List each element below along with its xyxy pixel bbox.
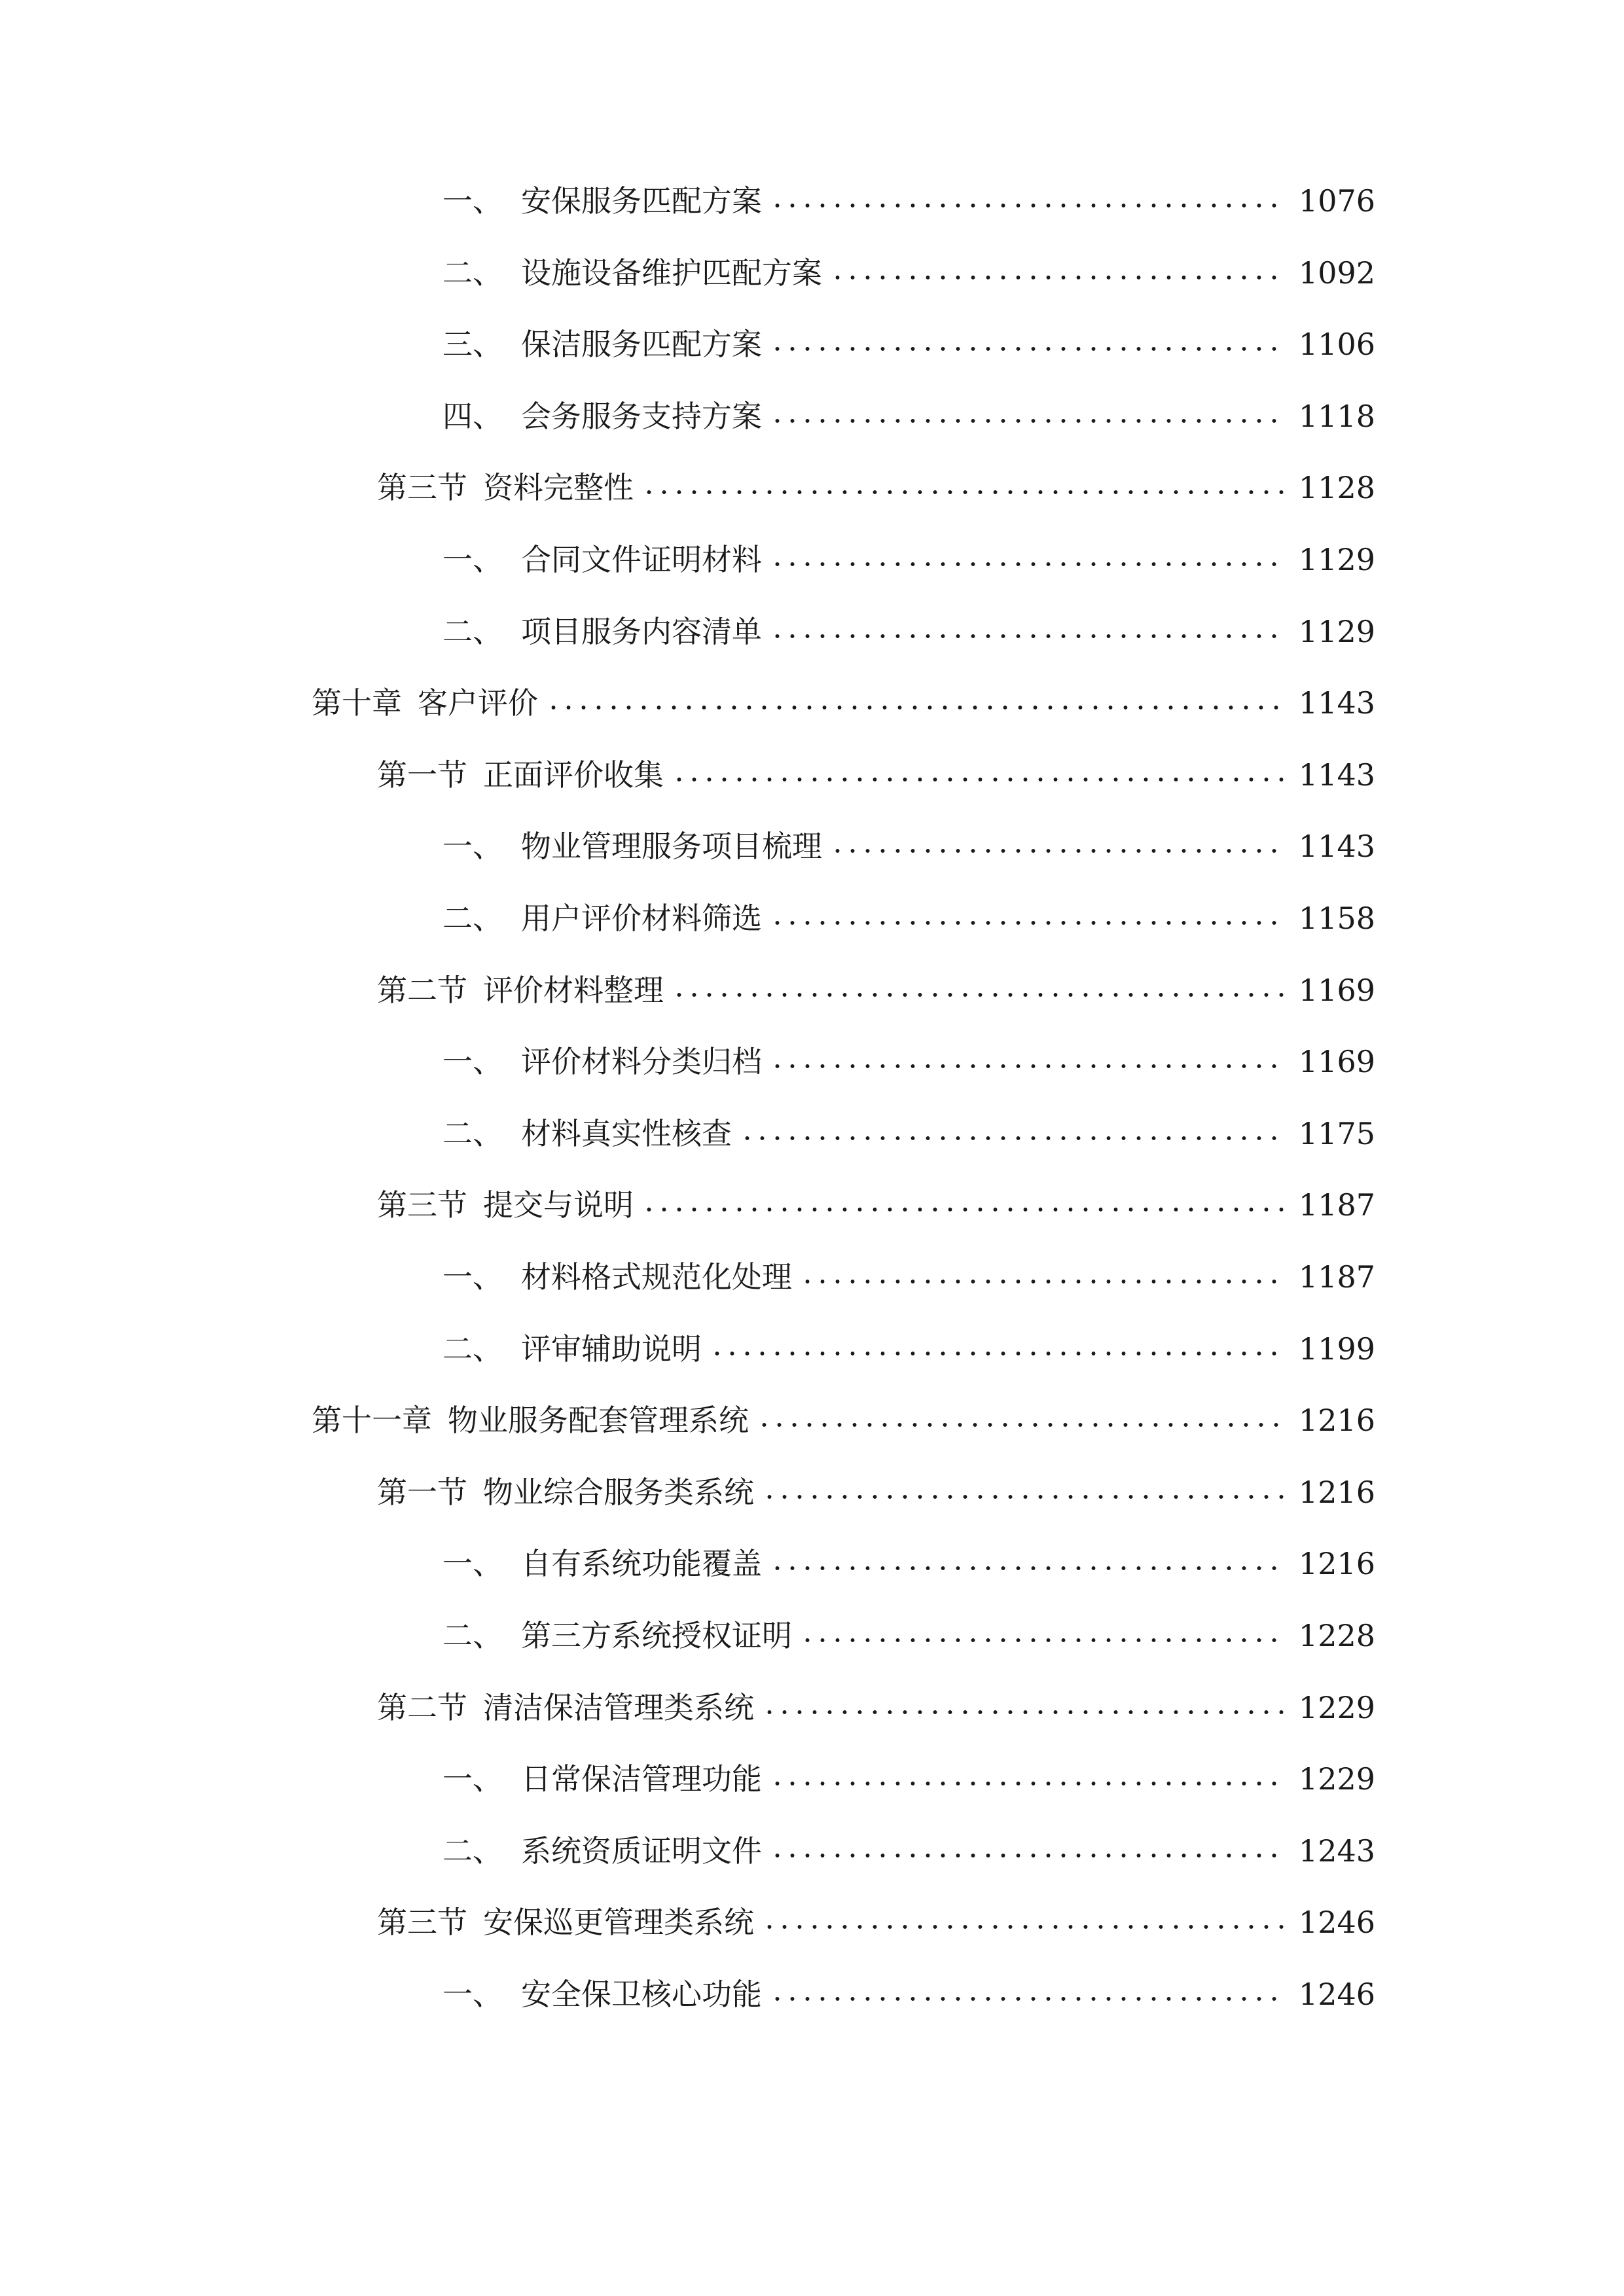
toc-dot-leader [641,489,1284,495]
toc-dot-leader [800,1637,1284,1643]
toc-entry-number: 一、 [442,829,503,864]
toc-dot-leader [757,1422,1284,1428]
toc-dot-leader [710,1350,1284,1357]
toc-entry-page-number: 1246 [1298,1905,1375,1940]
toc-entry-page-number: 1092 [1298,255,1375,291]
toc-dot-leader [770,1780,1284,1787]
toc-dot-leader [641,1206,1284,1213]
toc-entry[interactable] [377,1466,1375,1518]
toc-entry-page-number: 1143 [1298,757,1375,793]
toc-dot-leader [770,418,1284,424]
toc-entry[interactable] [442,247,1375,299]
toc-entry-title: 客户评价 [418,685,538,721]
toc-entry-page-number: 1187 [1298,1259,1375,1295]
toc-dot-leader [770,920,1284,926]
toc-entry-title: 材料格式规范化处理 [521,1259,792,1295]
toc-entry-page-number: 1106 [1298,327,1375,362]
toc-dot-leader [770,633,1284,639]
toc-entry-page-number: 1158 [1298,901,1375,936]
toc-dot-leader [770,202,1284,209]
toc-entry-page-number: 1243 [1298,1833,1375,1869]
toc-dot-leader [672,776,1284,783]
toc-entry-page-number: 1169 [1298,973,1375,1008]
toc-entry[interactable] [442,1035,1375,1088]
toc-entry-number: 第十章 [312,685,402,721]
toc-entry-number: 第二节 [377,1690,467,1725]
toc-entry-page-number: 1229 [1298,1690,1375,1725]
toc-entry-number: 一、 [442,1546,503,1581]
toc-entry-page-number: 1143 [1298,829,1375,864]
toc-dot-leader [740,1135,1284,1141]
toc-entry-page-number: 1118 [1298,399,1375,434]
toc-entry-number: 二、 [442,614,503,649]
toc-dot-leader [770,1852,1284,1859]
toc-entry[interactable] [377,964,1375,1016]
toc-entry-number: 二、 [442,901,503,936]
toc-entry-title: 评价材料分类归档 [521,1044,762,1079]
toc-entry[interactable] [442,605,1375,658]
toc-entry-number: 第三节 [377,470,467,505]
toc-entry-title: 日常保洁管理功能 [521,1761,762,1797]
toc-entry-number: 第十一章 [312,1403,432,1438]
toc-entry-page-number: 1143 [1298,685,1375,721]
toc-entry-title: 系统资质证明文件 [521,1833,762,1869]
toc-entry-number: 四、 [442,399,503,434]
toc-entry-number: 一、 [442,1761,503,1797]
toc-entry-number: 第三节 [377,1187,467,1223]
toc-entry[interactable] [377,1179,1375,1231]
toc-dot-leader [830,274,1284,281]
toc-entry-page-number: 1129 [1298,542,1375,577]
toc-entry-page-number: 1128 [1298,470,1375,505]
toc-entry-title: 保洁服务匹配方案 [521,327,762,362]
toc-entry-number: 一、 [442,1259,503,1295]
toc-entry-title: 用户评价材料筛选 [521,901,762,936]
toc-entry-page-number: 1175 [1298,1116,1375,1151]
toc-entry[interactable] [442,318,1375,370]
toc-entry-title: 合同文件证明材料 [521,542,762,577]
toc-entry-number: 二、 [442,1116,503,1151]
toc-entry[interactable] [442,1609,1375,1662]
toc-entry-title: 物业管理服务项目梳理 [521,829,822,864]
toc-entry[interactable] [442,1323,1375,1375]
toc-entry-title: 设施设备维护匹配方案 [521,255,822,291]
toc-entry-number: 第一节 [377,1475,467,1510]
toc-entry-title: 第三方系统授权证明 [521,1618,792,1653]
toc-entry[interactable] [377,1896,1375,1948]
toc-entry-page-number: 1187 [1298,1187,1375,1223]
toc-entry-page-number: 1076 [1298,183,1375,219]
toc-entry-number: 一、 [442,1977,503,2012]
toc-entry-page-number: 1228 [1298,1618,1375,1653]
toc-entry[interactable] [312,677,1375,729]
toc-entry[interactable] [442,533,1375,586]
toc-entry[interactable] [442,175,1375,227]
toc-entry-number: 二、 [442,255,503,291]
toc-entry[interactable] [377,1681,1375,1734]
toc-entry-title: 安全保卫核心功能 [521,1977,762,2012]
toc-entry-page-number: 1216 [1298,1546,1375,1581]
toc-entry[interactable] [442,1825,1375,1877]
toc-entry[interactable] [442,1968,1375,2020]
toc-entry-title: 会务服务支持方案 [521,399,762,434]
toc-entry-number: 第二节 [377,973,467,1008]
toc-entry[interactable] [442,1753,1375,1805]
toc-entry-title: 安保服务匹配方案 [521,183,762,219]
toc-entry-number: 第三节 [377,1905,467,1940]
toc-dot-leader [800,1278,1284,1285]
toc-entry-title: 物业综合服务类系统 [483,1475,754,1510]
toc-entry-number: 一、 [442,183,503,219]
toc-entry[interactable] [442,1537,1375,1590]
toc-entry-number: 二、 [442,1618,503,1653]
toc-entry-title: 物业服务配套管理系统 [448,1403,749,1438]
toc-entry-page-number: 1246 [1298,1977,1375,2012]
toc-entry-page-number: 1129 [1298,614,1375,649]
toc-entry[interactable] [442,390,1375,442]
toc-entry-title: 项目服务内容清单 [521,614,762,649]
toc-entry-number: 第一节 [377,757,467,793]
toc-entry[interactable] [312,1394,1375,1446]
toc-entry-number: 二、 [442,1833,503,1869]
toc-entry-title: 材料真实性核查 [521,1116,732,1151]
toc-entry[interactable] [442,1251,1375,1303]
toc-entry-title: 自有系统功能覆盖 [521,1546,762,1581]
toc-entry[interactable] [377,461,1375,514]
toc-dot-leader [762,1709,1284,1715]
toc-dot-leader [770,1063,1284,1069]
toc-entry-number: 二、 [442,1331,503,1367]
toc-entry-number: 一、 [442,542,503,577]
toc-dot-leader [770,346,1284,352]
toc-dot-leader [672,992,1284,998]
toc-entry-page-number: 1199 [1298,1331,1375,1367]
toc-entry-page-number: 1169 [1298,1044,1375,1079]
toc-dot-leader [546,704,1284,711]
toc-entry-title: 提交与说明 [483,1187,634,1223]
toc-entry-title: 评价材料整理 [483,973,664,1008]
toc-entry-title: 清洁保洁管理类系统 [483,1690,754,1725]
toc-entry-title: 正面评价收集 [483,757,664,793]
toc-entry-number: 一、 [442,1044,503,1079]
toc-entry-number: 三、 [442,327,503,362]
toc-entry-page-number: 1216 [1298,1475,1375,1510]
toc-dot-leader [770,1565,1284,1571]
toc-dot-leader [830,848,1284,854]
toc-entry-title: 资料完整性 [483,470,634,505]
toc-entry-title: 评审辅助说明 [521,1331,702,1367]
toc-entry[interactable] [442,892,1375,944]
toc-entry[interactable] [442,1107,1375,1160]
toc-entry[interactable] [442,820,1375,872]
toc-entry[interactable] [377,749,1375,801]
toc-entry-page-number: 1216 [1298,1403,1375,1438]
toc-dot-leader [762,1494,1284,1500]
toc-dot-leader [770,561,1284,567]
toc-entry-title: 安保巡更管理类系统 [483,1905,754,1940]
toc-dot-leader [762,1924,1284,1930]
toc-dot-leader [770,1996,1284,2002]
toc-entry-page-number: 1229 [1298,1761,1375,1797]
